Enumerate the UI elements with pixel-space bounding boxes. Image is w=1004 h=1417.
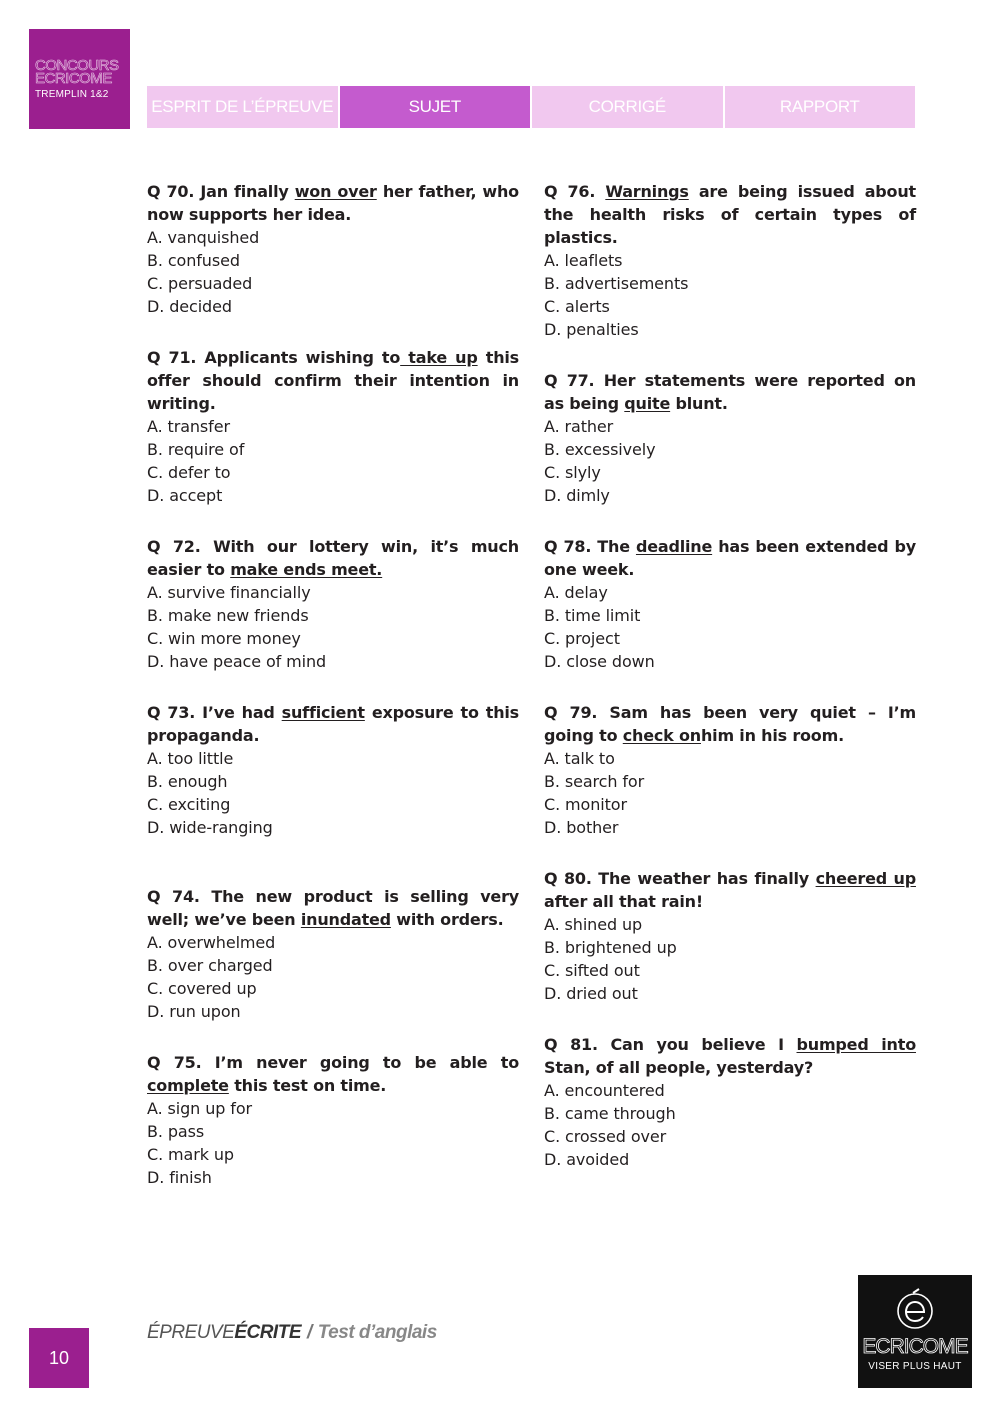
question-number: Q 73. <box>147 703 196 722</box>
answer-option: A. rather <box>544 417 614 436</box>
question-item <box>147 180 519 318</box>
question-stem <box>147 180 519 226</box>
answer-option: A. vanquished <box>147 228 260 247</box>
footer-epreuve: ÉPREUVE <box>147 1322 235 1343</box>
question-text: has been extended by one week. <box>544 537 916 579</box>
underlined-expression: take up <box>400 348 478 367</box>
answer-option: B. require of <box>147 440 245 459</box>
questions-left-column <box>147 180 519 1217</box>
ecricome-brand-logo <box>858 1275 972 1388</box>
answer-option: C. crossed over <box>544 1127 667 1146</box>
question-text: I’m never going to be able to <box>201 1053 519 1072</box>
answer-option: D. bother <box>544 818 619 837</box>
question-number: Q 80. <box>544 869 592 888</box>
section-tabs <box>147 86 915 128</box>
answer-option: D. decided <box>147 297 232 316</box>
underlined-expression: complete <box>147 1076 229 1095</box>
answer-option: B. advertisements <box>544 274 689 293</box>
question-text: blunt. <box>670 394 728 413</box>
question-item <box>147 701 519 839</box>
answer-option: C. persuaded <box>147 274 253 293</box>
answer-option: C. win more money <box>147 629 301 648</box>
question-stem <box>544 867 916 913</box>
answer-option: C. slyly <box>544 463 601 482</box>
answer-option: A. transfer <box>147 417 230 436</box>
underlined-expression: cheered up <box>815 869 916 888</box>
answer-option: B. brightened up <box>544 938 677 957</box>
question-text: with orders. <box>390 910 504 929</box>
question-text: Stan, of all people, yesterday? <box>544 1058 814 1077</box>
page-number: 10 <box>29 1328 89 1388</box>
brand-name: ECRICOME <box>862 1335 968 1358</box>
question-text: her father, who now supports her idea. <box>147 182 519 224</box>
question-number: Q 77. <box>544 371 595 390</box>
answer-option: D. close down <box>544 652 655 671</box>
question-number: Q 79. <box>544 703 598 722</box>
question-item <box>544 701 916 839</box>
question-number: Q 76. <box>544 182 596 201</box>
underlined-expression: sufficient <box>281 703 365 722</box>
question-stem <box>147 346 519 415</box>
question-text: Can you believe I <box>597 1035 797 1054</box>
brand-tagline: VISER PLUS HAUT <box>868 1361 962 1372</box>
ecricome-e-icon <box>895 1285 935 1331</box>
answer-option: B. make new friends <box>147 606 309 625</box>
question-text: With our lottery win, it’s much easier to <box>147 537 519 579</box>
question-item <box>544 1033 916 1171</box>
underlined-expression: check on <box>622 726 701 745</box>
question-stem <box>544 1033 916 1079</box>
answer-option: C. exciting <box>147 795 231 814</box>
question-number: Q 78. <box>544 537 592 556</box>
footer-subject: Test d’anglais <box>317 1322 437 1343</box>
answer-option: C. alerts <box>544 297 610 316</box>
answer-option: A. encountered <box>544 1081 665 1100</box>
tab-corrige[interactable]: CORRIGÉ <box>532 86 723 128</box>
answer-option: B. time limit <box>544 606 641 625</box>
answer-option: D. avoided <box>544 1150 630 1169</box>
question-text: The <box>591 537 636 556</box>
questions-right-column <box>544 180 916 1199</box>
question-item <box>147 535 519 673</box>
question-stem <box>147 535 519 581</box>
question-text: The weather has finally <box>591 869 816 888</box>
answer-option: D. finish <box>147 1168 212 1187</box>
question-item <box>544 535 916 673</box>
question-text: this test on time. <box>228 1076 387 1095</box>
underlined-expression: bumped into <box>796 1035 916 1054</box>
question-number: Q 75. <box>147 1053 202 1072</box>
footer-ecrite: ÉCRITE <box>234 1322 301 1343</box>
question-text: Sam has been very quiet – I’m going to <box>544 703 916 745</box>
question-item <box>147 1051 519 1189</box>
underlined-expression: Warnings <box>605 182 689 201</box>
question-item <box>147 885 519 1023</box>
underlined-expression: inundated <box>300 910 391 929</box>
concours-logo <box>29 29 130 129</box>
question-stem <box>147 1051 519 1097</box>
underlined-expression: won over <box>294 182 377 201</box>
question-number: Q 71. <box>147 348 197 367</box>
question-text: exposure to this propaganda. <box>147 703 519 745</box>
answer-option: D. have peace of mind <box>147 652 327 671</box>
question-number: Q 81. <box>544 1035 598 1054</box>
question-item <box>544 180 916 341</box>
question-stem <box>147 885 519 931</box>
question-text: I’ve had <box>195 703 282 722</box>
answer-option: B. enough <box>147 772 228 791</box>
answer-option: D. dried out <box>544 984 638 1003</box>
answer-option: B. excessively <box>544 440 656 459</box>
tab-sujet[interactable]: SUJET <box>340 86 531 128</box>
logo-line-ecricome: ECRICOME <box>35 70 112 87</box>
question-item <box>544 369 916 507</box>
question-text: Her statements were reported on as being <box>544 371 916 413</box>
underlined-expression: make ends meet. <box>230 560 383 579</box>
question-text: The new product is selling very well; we’ve been <box>147 887 519 929</box>
answer-option: A. sign up for <box>147 1099 252 1118</box>
answer-option: A. too little <box>147 749 234 768</box>
underlined-expression: quite <box>624 394 671 413</box>
question-text <box>595 182 605 201</box>
answer-option: C. covered up <box>147 979 257 998</box>
tab-esprit[interactable]: ESPRIT DE L’ÉPREUVE <box>147 86 338 128</box>
question-item <box>147 346 519 507</box>
answer-option: D. run upon <box>147 1002 241 1021</box>
question-text: this offer should confirm their intention in writing. <box>147 348 519 413</box>
question-number: Q 74. <box>147 887 200 906</box>
answer-option: C. defer to <box>147 463 231 482</box>
question-stem <box>544 180 916 249</box>
answer-option: C. sifted out <box>544 961 640 980</box>
question-stem <box>544 369 916 415</box>
question-stem <box>544 701 916 747</box>
answer-option: C. monitor <box>544 795 627 814</box>
answer-option: D. wide-ranging <box>147 818 273 837</box>
question-item <box>544 867 916 1005</box>
answer-option: D. penalties <box>544 320 639 339</box>
footer-title <box>147 1322 437 1344</box>
answer-option: A. delay <box>544 583 608 602</box>
question-text: after all that rain! <box>544 892 703 911</box>
underlined-expression: deadline <box>635 537 713 556</box>
question-number: Q 70. <box>147 182 195 201</box>
question-text: are being issued about the health risks of certain types of plastics. <box>544 182 916 247</box>
answer-option: B. search for <box>544 772 645 791</box>
tab-rapport[interactable]: RAPPORT <box>725 86 916 128</box>
logo-line-tremplin: TREMPLIN 1&2 <box>35 89 109 100</box>
question-text: Applicants wishing to <box>196 348 401 367</box>
answer-option: A. shined up <box>544 915 643 934</box>
answer-option: D. accept <box>147 486 223 505</box>
answer-option: C. project <box>544 629 620 648</box>
question-stem <box>147 701 519 747</box>
answer-option: B. came through <box>544 1104 676 1123</box>
footer-separator: / <box>307 1322 312 1343</box>
answer-option: D. dimly <box>544 486 610 505</box>
answer-option: B. confused <box>147 251 240 270</box>
answer-option: B. over charged <box>147 956 273 975</box>
answer-option: A. survive financially <box>147 583 311 602</box>
answer-option: C. mark up <box>147 1145 234 1164</box>
answer-option: A. leaflets <box>544 251 623 270</box>
answer-option: A. talk to <box>544 749 615 768</box>
answer-option: A. overwhelmed <box>147 933 276 952</box>
question-text: Jan finally <box>194 182 295 201</box>
question-text: him in his room. <box>700 726 844 745</box>
question-number: Q 72. <box>147 537 201 556</box>
question-stem <box>544 535 916 581</box>
answer-option: B. pass <box>147 1122 205 1141</box>
logo-line-concours: CONCOURS <box>35 57 119 74</box>
